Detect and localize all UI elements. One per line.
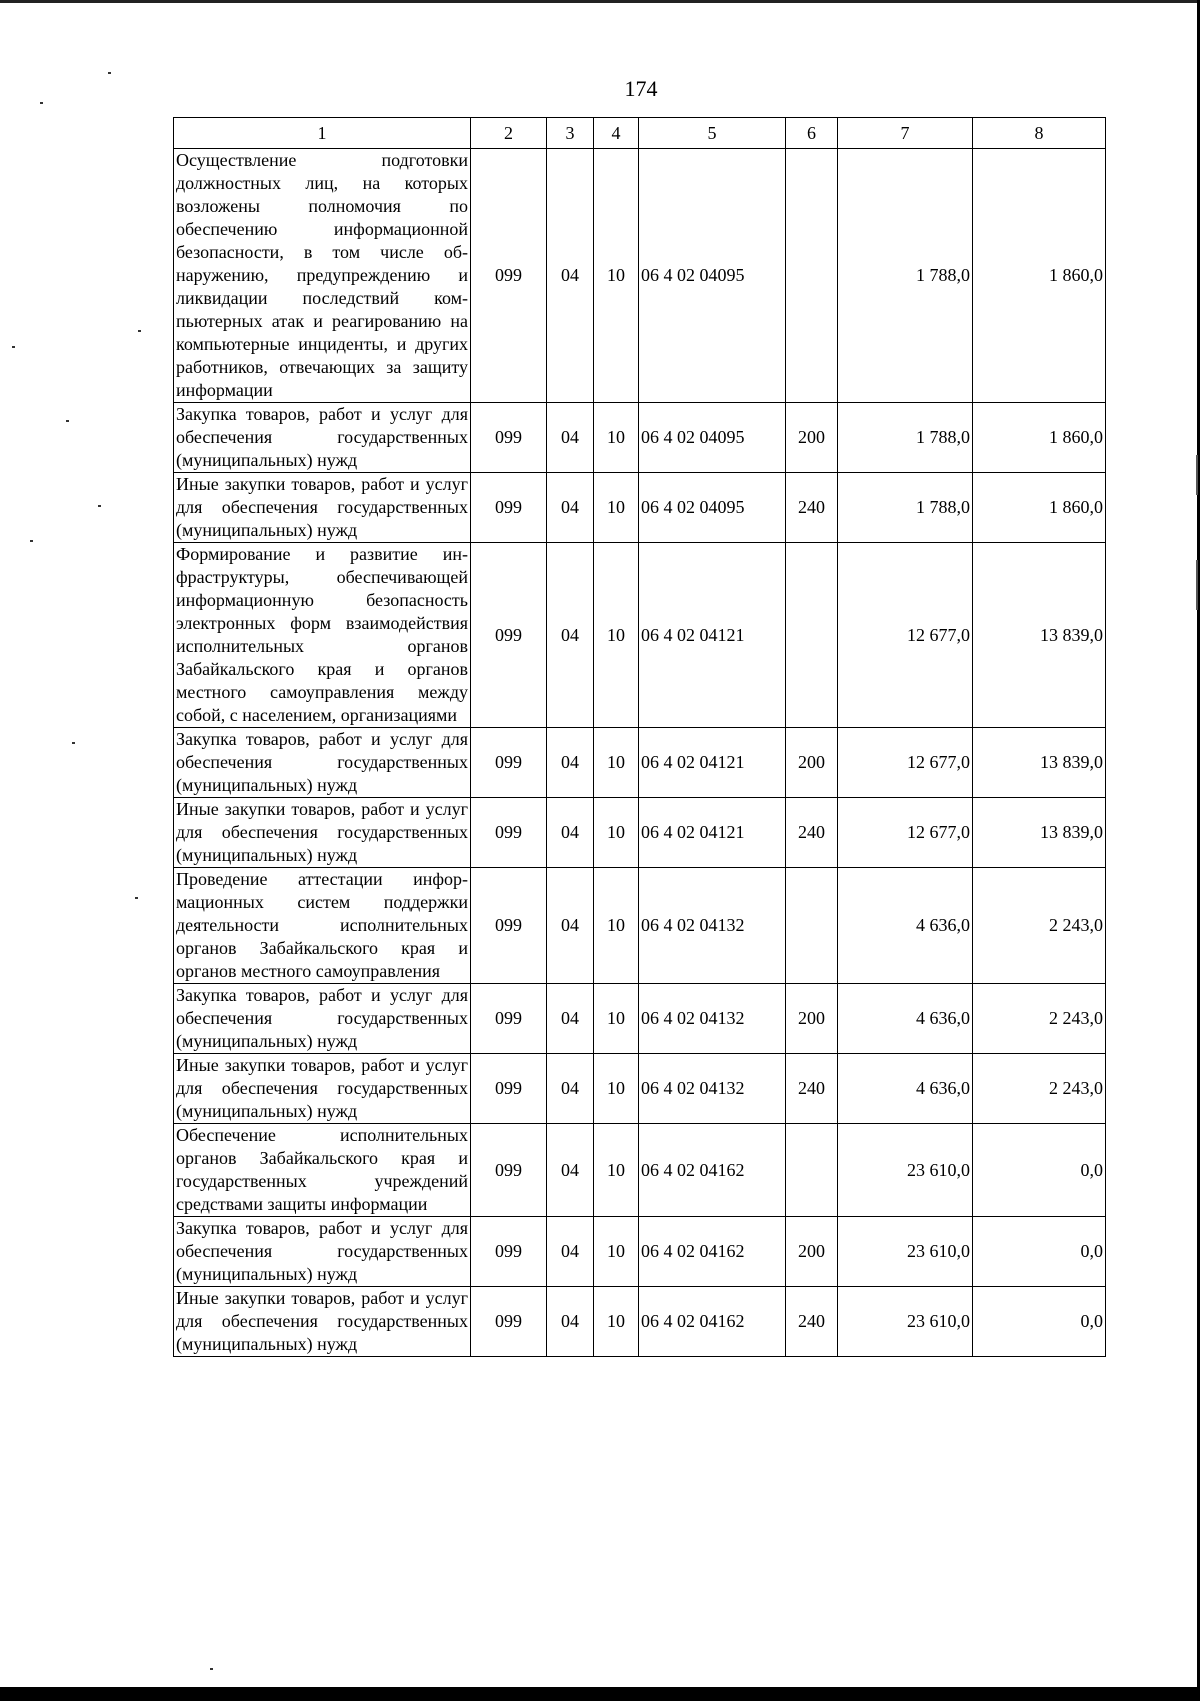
table-row <box>174 984 1106 1054</box>
scan-speck <box>66 420 69 422</box>
table-row <box>174 403 1106 473</box>
cell-section: 04 <box>547 1054 594 1124</box>
cell-target-article: 06 4 02 04095 <box>639 149 786 403</box>
cell-section: 04 <box>547 473 594 543</box>
table-row <box>174 1124 1106 1217</box>
column-header: 1 <box>174 118 471 149</box>
row-description: Закупка товаров, работ и услуг для обеспечения государственных (муниципальных) нужд <box>174 403 471 473</box>
table-row <box>174 728 1106 798</box>
row-description: Иные закупки товаров, работ и услуг для обеспечения государственных (муниципальных) нужд <box>174 473 471 543</box>
cell-expense-type: 200 <box>786 984 838 1054</box>
table-body <box>174 149 1106 1357</box>
cell-section: 04 <box>547 149 594 403</box>
scan-speck <box>98 505 101 507</box>
cell-section: 04 <box>547 1217 594 1287</box>
scan-speck <box>30 540 33 542</box>
cell-expense-type: 200 <box>786 728 838 798</box>
table-row <box>174 473 1106 543</box>
cell-section: 04 <box>547 403 594 473</box>
table-row <box>174 1054 1106 1124</box>
cell-amount-year-1: 12 677,0 <box>838 728 973 798</box>
scan-speck <box>210 1668 213 1670</box>
scan-speck <box>108 72 111 74</box>
row-description: Закупка товаров, работ и услуг для обеспечения государственных (муниципальных) нужд <box>174 1217 471 1287</box>
table-row <box>174 1217 1106 1287</box>
cell-ministry-code: 099 <box>471 798 547 868</box>
cell-subsection: 10 <box>594 868 639 984</box>
column-header: 4 <box>594 118 639 149</box>
cell-amount-year-1: 23 610,0 <box>838 1287 973 1357</box>
row-description: Закупка товаров, работ и услуг для обеспечения государственных (муниципальных) нужд <box>174 728 471 798</box>
row-description: Осуществление подготовки должностных лиц, на которых возложены полномочия по обеспечению информационной безопасности, в том числе обнаружению, предупреждению и ликвидации последствий компьютерных атак и реагированию на компьютерные инциденты, и других работников, отвечающих за защиту информации <box>174 149 471 403</box>
cell-ministry-code: 099 <box>471 149 547 403</box>
cell-amount-year-2: 13 839,0 <box>973 728 1106 798</box>
budget-table <box>173 117 1106 1357</box>
cell-expense-type: 240 <box>786 1287 838 1357</box>
cell-expense-type: 200 <box>786 403 838 473</box>
cell-subsection: 10 <box>594 149 639 403</box>
scan-edge-mark <box>1196 455 1198 495</box>
cell-subsection: 10 <box>594 1287 639 1357</box>
cell-subsection: 10 <box>594 1054 639 1124</box>
cell-expense-type <box>786 868 838 984</box>
cell-amount-year-2: 1 860,0 <box>973 473 1106 543</box>
cell-section: 04 <box>547 728 594 798</box>
cell-expense-type: 240 <box>786 473 838 543</box>
page-number: 174 <box>624 76 658 101</box>
cell-target-article: 06 4 02 04121 <box>639 543 786 728</box>
cell-amount-year-1: 1 788,0 <box>838 403 973 473</box>
row-description: Иные закупки товаров, работ и услуг для обеспечения государственных (муниципальных) нужд <box>174 798 471 868</box>
cell-subsection: 10 <box>594 473 639 543</box>
row-description: Закупка товаров, работ и услуг для обеспечения государственных (муниципальных) нужд <box>174 984 471 1054</box>
cell-amount-year-2: 2 243,0 <box>973 1054 1106 1124</box>
scan-edge-mark <box>1196 560 1198 610</box>
cell-expense-type <box>786 543 838 728</box>
cell-amount-year-1: 23 610,0 <box>838 1124 973 1217</box>
cell-target-article: 06 4 02 04121 <box>639 728 786 798</box>
cell-target-article: 06 4 02 04095 <box>639 473 786 543</box>
cell-amount-year-2: 1 860,0 <box>973 403 1106 473</box>
table-row <box>174 798 1106 868</box>
column-header: 3 <box>547 118 594 149</box>
header-row <box>174 118 1106 149</box>
cell-target-article: 06 4 02 04121 <box>639 798 786 868</box>
scan-speck <box>72 742 75 744</box>
cell-amount-year-2: 0,0 <box>973 1124 1106 1217</box>
table-row <box>174 1287 1106 1357</box>
cell-amount-year-2: 2 243,0 <box>973 868 1106 984</box>
column-header: 5 <box>639 118 786 149</box>
row-description: Иные закупки товаров, работ и услуг для обеспечения государственных (муниципальных) нужд <box>174 1287 471 1357</box>
table-row <box>174 543 1106 728</box>
cell-target-article: 06 4 02 04132 <box>639 984 786 1054</box>
column-header: 8 <box>973 118 1106 149</box>
column-header: 6 <box>786 118 838 149</box>
cell-ministry-code: 099 <box>471 868 547 984</box>
cell-amount-year-1: 1 788,0 <box>838 149 973 403</box>
cell-target-article: 06 4 02 04162 <box>639 1124 786 1217</box>
cell-amount-year-2: 0,0 <box>973 1217 1106 1287</box>
cell-target-article: 06 4 02 04095 <box>639 403 786 473</box>
cell-section: 04 <box>547 1287 594 1357</box>
scan-speck <box>138 330 141 332</box>
cell-amount-year-1: 4 636,0 <box>838 1054 973 1124</box>
cell-target-article: 06 4 02 04162 <box>639 1217 786 1287</box>
cell-section: 04 <box>547 798 594 868</box>
cell-ministry-code: 099 <box>471 1217 547 1287</box>
cell-subsection: 10 <box>594 1217 639 1287</box>
cell-section: 04 <box>547 868 594 984</box>
scan-top-edge <box>0 0 1200 3</box>
scan-speck <box>135 897 138 899</box>
cell-section: 04 <box>547 1124 594 1217</box>
cell-amount-year-1: 4 636,0 <box>838 984 973 1054</box>
cell-subsection: 10 <box>594 984 639 1054</box>
cell-amount-year-1: 1 788,0 <box>838 473 973 543</box>
cell-ministry-code: 099 <box>471 728 547 798</box>
cell-ministry-code: 099 <box>471 984 547 1054</box>
cell-amount-year-2: 0,0 <box>973 1287 1106 1357</box>
row-description: Проведение аттестации информационных систем поддержки деятельности исполнительных органов Забайкальского края и органов местного самоуправления <box>174 868 471 984</box>
cell-ministry-code: 099 <box>471 473 547 543</box>
cell-amount-year-2: 13 839,0 <box>973 543 1106 728</box>
cell-subsection: 10 <box>594 728 639 798</box>
cell-amount-year-2: 13 839,0 <box>973 798 1106 868</box>
cell-expense-type <box>786 1124 838 1217</box>
cell-ministry-code: 099 <box>471 543 547 728</box>
table-row <box>174 149 1106 403</box>
column-header: 7 <box>838 118 973 149</box>
cell-target-article: 06 4 02 04132 <box>639 1054 786 1124</box>
cell-amount-year-1: 12 677,0 <box>838 543 973 728</box>
cell-ministry-code: 099 <box>471 1124 547 1217</box>
cell-expense-type: 240 <box>786 798 838 868</box>
cell-amount-year-1: 4 636,0 <box>838 868 973 984</box>
cell-amount-year-2: 1 860,0 <box>973 149 1106 403</box>
cell-subsection: 10 <box>594 798 639 868</box>
cell-expense-type: 240 <box>786 1054 838 1124</box>
row-description: Иные закупки товаров, работ и услуг для обеспечения государственных (муниципальных) нужд <box>174 1054 471 1124</box>
cell-target-article: 06 4 02 04132 <box>639 868 786 984</box>
cell-ministry-code: 099 <box>471 1054 547 1124</box>
scan-speck <box>12 346 15 348</box>
row-description: Обеспечение исполнительных органов Забайкальского края и государственных учреждений средствами защиты информации <box>174 1124 471 1217</box>
cell-section: 04 <box>547 984 594 1054</box>
cell-amount-year-2: 2 243,0 <box>973 984 1106 1054</box>
cell-subsection: 10 <box>594 1124 639 1217</box>
cell-section: 04 <box>547 543 594 728</box>
cell-target-article: 06 4 02 04162 <box>639 1287 786 1357</box>
cell-expense-type <box>786 149 838 403</box>
cell-expense-type: 200 <box>786 1217 838 1287</box>
scan-speck <box>40 102 43 104</box>
row-description: Формирование и развитие инфраструктуры, обеспечивающей информационную безопасность электронных форм взаимодействия исполнительных органов Забайкальского края и органов местного самоуправления между собой, с населением, организациями <box>174 543 471 728</box>
cell-ministry-code: 099 <box>471 403 547 473</box>
cell-amount-year-1: 23 610,0 <box>838 1217 973 1287</box>
column-header: 2 <box>471 118 547 149</box>
cell-ministry-code: 099 <box>471 1287 547 1357</box>
cell-amount-year-1: 12 677,0 <box>838 798 973 868</box>
table-row <box>174 868 1106 984</box>
cell-subsection: 10 <box>594 403 639 473</box>
cell-subsection: 10 <box>594 543 639 728</box>
